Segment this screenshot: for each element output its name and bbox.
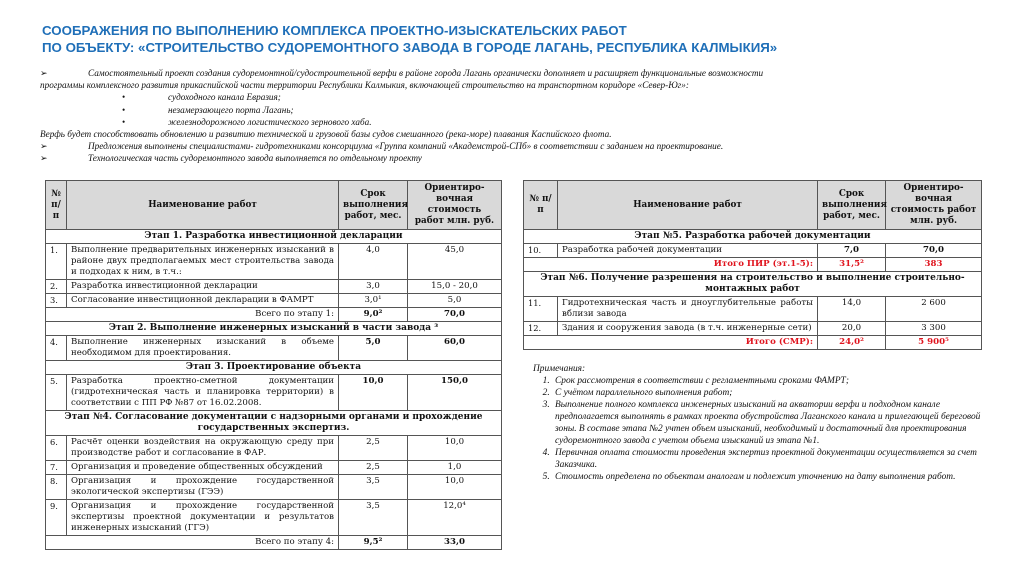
row-cost: 70,0 [886,244,982,258]
row-term: 3,5 [339,500,408,536]
row-name: Организация и прохождение государственной экспертизы проектной документации и результатов инженерных изысканий (ГГЭ) [67,500,339,536]
page-title [42,22,1002,56]
stage-title: Этап 3. Проектирование объекта [46,361,502,375]
header-name: Наименование работ [558,181,818,230]
row-term: 4,0 [339,244,408,280]
row-term: 10,0 [339,375,408,411]
intro-paragraph-4: ➢ Технологическая часть судоремонтного завода выполняется по отдельному проекту [40,153,422,164]
total-term: 9,5² [339,536,408,550]
table-row [524,297,982,322]
row-name: Организация и прохождение государственной экологической экспертизы (ГЭЭ) [67,475,339,500]
intro-paragraph-1-cont: программы комплексного развития прикаспийской части территории Республики Калмыкия, включающей строительство на транспортном коридоре «Север-Юг»: [40,80,689,91]
stage-title: Этап №6. Получение разрешения на строительство и выполнение строительно-монтажных работ [524,272,982,297]
total-cost: 5 900⁵ [886,336,982,350]
total-label: Итого ПИР (эт.1-5): [524,258,818,272]
intro-bullet: • незамерзающего порта Лагань; [122,104,294,115]
arrow-bullet-icon: ➢ [40,141,48,152]
bullet-icon: • [122,92,126,103]
stage-title: Этап 2. Выполнение инженерных изысканий в части завода ³ [46,322,502,336]
title-line-1: СООБРАЖЕНИЯ ПО ВЫПОЛНЕНИЮ КОМПЛЕКСА ПРОЕКТНО-ИЗЫСКАТЕЛЬСКИХ РАБОТ [42,23,627,38]
total-cost: 33,0 [408,536,502,550]
row-term: 7,0 [818,244,886,258]
table-row [46,375,502,411]
row-name: Здания и сооружения завода (в т.ч. инженерные сети) [558,322,818,336]
row-term: 20,0 [818,322,886,336]
notes-list [533,375,983,483]
title-line-2: ПО ОБЪЕКТУ: «СТРОИТЕЛЬСТВО СУДОРЕМОНТНОГО ЗАВОДА В ГОРОДЕ ЛАГАНЬ, РЕСПУБЛИКА КАЛМЫКИЯ» [42,40,778,55]
table-header-row [46,181,502,230]
stage-title: Этап №4. Согласование документации с надзорными органами и прохождение государственных экспертиз. [46,411,502,436]
intro-bullet: • железнодорожного логистического зернового хаба. [122,116,372,127]
total-label: Всего по этапу 4: [46,536,339,550]
row-num: 12. [524,322,558,336]
row-num: 6. [46,436,67,461]
table-row [46,280,502,294]
row-cost: 15,0 - 20,0 [408,280,502,294]
row-cost: 1,0 [408,461,502,475]
arrow-bullet-icon: ➢ [40,68,48,78]
header-num: № п/п [524,181,558,230]
total-row [524,258,982,272]
row-cost: 10,0 [408,436,502,461]
stage-row [46,230,502,244]
row-cost: 45,0 [408,244,502,280]
row-name: Расчёт оценки воздействия на окружающую среду при производстве работ и согласование в ФАР. [67,436,339,461]
intro-paragraph-2: Верфь будет способствовать обновлению и развитию технической и грузовой базы судов смешанного (река-море) плавания Каспийского флота. [40,129,612,140]
row-cost: 2 600 [886,297,982,322]
row-term: 2,5 [339,461,408,475]
bullet-icon: • [122,116,126,127]
note-item: 2. С учётом параллельного выполнения работ; [552,387,983,399]
header-num: № п/п [46,181,67,230]
row-name: Гидротехническая часть и дноуглубительные работы вблизи завода [558,297,818,322]
works-table-right [523,180,982,350]
total-label: Всего по этапу 1: [46,308,339,322]
row-name: Разработка проектно-сметной документации (гидротехническая часть и планировка территории) в соответствии с ПП РФ №87 от 16.02.2008. [67,375,339,411]
total-row [46,536,502,550]
row-num: 5. [46,375,67,411]
stage-row [524,230,982,244]
table-row [46,244,502,280]
row-name: Разработка инвестиционной декларации [67,280,339,294]
row-cost: 10,0 [408,475,502,500]
intro-paragraph-1: ➢ Самостоятельный проект создания судоремонтной/судостроительной верфи в районе города Лагань органически дополняет и расширяет функциональные возможности [40,68,764,78]
row-term: 3,0¹ [339,294,408,308]
intro-text [40,67,1000,165]
row-name: Выполнение предварительных инженерных изысканий в районе двух предполагаемых мест строительства завода и подходах к ним, в т.ч.: [67,244,339,280]
row-num: 3. [46,294,67,308]
row-num: 2. [46,280,67,294]
works-table-left [45,180,502,550]
table-row [46,336,502,361]
row-num: 4. [46,336,67,361]
header-name: Наименование работ [67,181,339,230]
stage-row [46,411,502,436]
row-cost: 150,0 [408,375,502,411]
notes [533,363,983,483]
intro-paragraph-3: ➢ Предложения выполнены специалистами- гидротехниками консорциума «Группа компаний «Академстрой-СПб» в соответствии с заданием на проектирование. [40,141,724,152]
bullet-icon: • [122,104,126,115]
row-name: Разработка рабочей документации [558,244,818,258]
row-num: 9. [46,500,67,536]
row-name: Организация и проведение общественных обсуждений [67,461,339,475]
row-cost: 5,0 [408,294,502,308]
table-header-row [524,181,982,230]
row-num: 8. [46,475,67,500]
table-row [524,244,982,258]
table-row [46,436,502,461]
total-row [524,336,982,350]
stage-row [46,361,502,375]
row-term: 2,5 [339,436,408,461]
table-row [46,475,502,500]
table-row [46,294,502,308]
notes-heading: Примечания: [533,364,586,374]
arrow-bullet-icon: ➢ [40,153,48,164]
table-row [524,322,982,336]
row-term: 3,5 [339,475,408,500]
stage-row [46,322,502,336]
total-label: Итого (СМР): [524,336,818,350]
row-cost: 12,0⁴ [408,500,502,536]
intro-bullet: • судоходного канала Евразия; [122,92,281,103]
row-term: 5,0 [339,336,408,361]
row-num: 1. [46,244,67,280]
total-cost: 70,0 [408,308,502,322]
note-item: 1. Срок рассмотрения в соответствии с регламентными сроками ФАМРТ; [552,375,983,387]
stage-row [524,272,982,297]
total-row [46,308,502,322]
header-cost: Ориентиро-вочная стоимость работ млн. руб. [886,181,982,230]
total-term: 24,0² [818,336,886,350]
row-term: 14,0 [818,297,886,322]
total-term: 9,0² [339,308,408,322]
total-cost: 383 [886,258,982,272]
row-num: 10. [524,244,558,258]
header-term: Срок выполнения работ, мес. [818,181,886,230]
row-name: Выполнение инженерных изысканий в объеме необходимом для проектирования. [67,336,339,361]
header-cost: Ориентиро-вочная стоимость работ млн. руб. [408,181,502,230]
row-num: 7. [46,461,67,475]
table-row [46,461,502,475]
row-cost: 3 300 [886,322,982,336]
total-term: 31,5² [818,258,886,272]
note-item: 4. Первичная оплата стоимости проведения экспертиз проектной документации осуществляется за счет Заказчика. [552,447,983,471]
row-num: 11. [524,297,558,322]
table-row [46,500,502,536]
row-term: 3,0 [339,280,408,294]
header-term: Срок выполнения работ, мес. [339,181,408,230]
row-name: Согласование инвестиционной декларации в ФАМРТ [67,294,339,308]
stage-title: Этап 1. Разработка инвестиционной декларации [46,230,502,244]
row-cost: 60,0 [408,336,502,361]
stage-title: Этап №5. Разработка рабочей документации [524,230,982,244]
note-item: 3. Выполнение полного комплекса инженерных изысканий на акватории верфи и подходном канале предполагается выполнять в рамках проекта обустройства Лаганского канала и прилегающей береговой зоны. В составе этапа №2 учтен объем изысканий, необходимый и достаточный для проектирования судоремонтного завода с учетом объема изысканий из этапа №1. [552,399,983,447]
note-item: 5. Стоимость определена по объектам аналогам и подлежит уточнению на дату выполнения работ. [552,471,983,483]
